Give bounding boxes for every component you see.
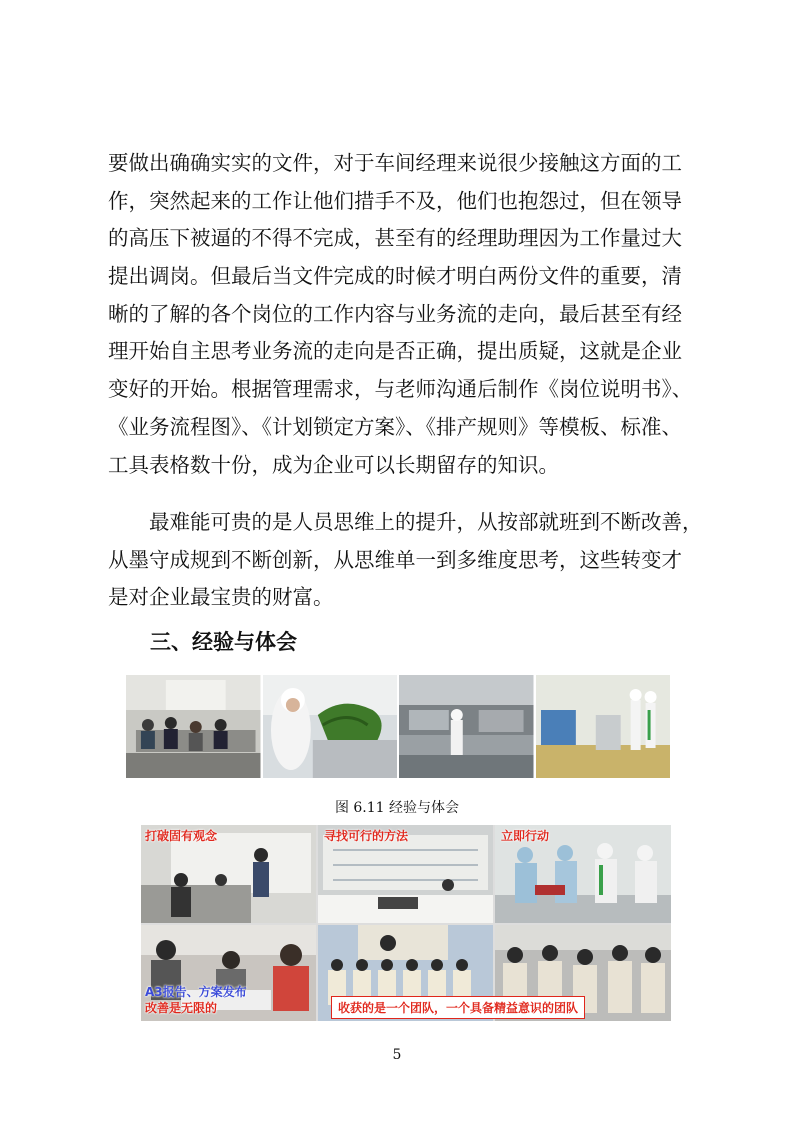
figure-caption: 图 6.11 经验与体会 <box>334 800 460 816</box>
page-number: 5 <box>392 1047 402 1063</box>
banner-find-method: 寻找可行的方法 <box>324 829 409 843</box>
banner-a3-report: A3报告、方案发布 <box>145 985 247 999</box>
text-line: 晰的了解的各个岗位的工作内容与业务流的走向，最后甚至有经 <box>108 301 682 326</box>
text-line: 的高压下被逼的不得不完成，甚至有的经理助理因为工作量过大 <box>108 226 682 251</box>
text-line: 理开始自主思考业务流的走向是否正确，提出质疑，这就是企业 <box>108 339 682 364</box>
photo-meeting-room <box>126 675 261 778</box>
collage-photo-discussion <box>141 925 316 1021</box>
body-paragraph-1 <box>108 145 698 484</box>
banner-break-old-thinking: 打破固有观念 <box>145 829 218 843</box>
collage-photo-planning <box>318 825 493 923</box>
collage-photo-action <box>495 825 671 923</box>
text-line: 要做出确确实实的文件，对于车间经理来说很少接触这方面的工 <box>108 151 682 175</box>
photo-vegetable-inspection <box>263 675 398 778</box>
photo-collage <box>141 825 671 1021</box>
collage-photo-whiteboard <box>141 825 316 923</box>
section-heading: 三、经验与体会 <box>150 630 297 654</box>
text-line: 《业务流程图》、《计划锁定方案》、《排产规则》等模板、标准、 <box>108 414 682 439</box>
banner-act-now: 立即行动 <box>501 829 550 843</box>
text-line: 作，突然起来的工作让他们措手不及，他们也抱怨过，但在领导 <box>108 188 682 213</box>
photo-production-floor <box>399 675 534 778</box>
text-line: 最难能可贵的是人员思维上的提升，从按部就班到不断改善， <box>108 510 703 534</box>
body-paragraph-2 <box>108 504 703 617</box>
photo-strip <box>126 675 670 778</box>
text-line: 从墨守成规到不断创新，从思维单一到多维度思考，这些转变才 <box>108 547 682 572</box>
text-line: 变好的开始。根据管理需求，与老师沟通后制作《岗位说明书》、 <box>108 377 693 402</box>
text-line: 工具表格数十份，成为企业可以长期留存的知识。 <box>108 452 559 477</box>
text-line: 是对企业最宝贵的财富。 <box>108 585 334 610</box>
banner-team-harvest: 收获的是一个团队，一个具备精益意识的团队 <box>331 996 585 1019</box>
photo-clean-room <box>536 675 671 778</box>
banner-improvement-infinite: 改善是无限的 <box>145 1001 218 1015</box>
text-line: 提出调岗。但最后当文件完成的时候才明白两份文件的重要，清 <box>108 264 682 289</box>
